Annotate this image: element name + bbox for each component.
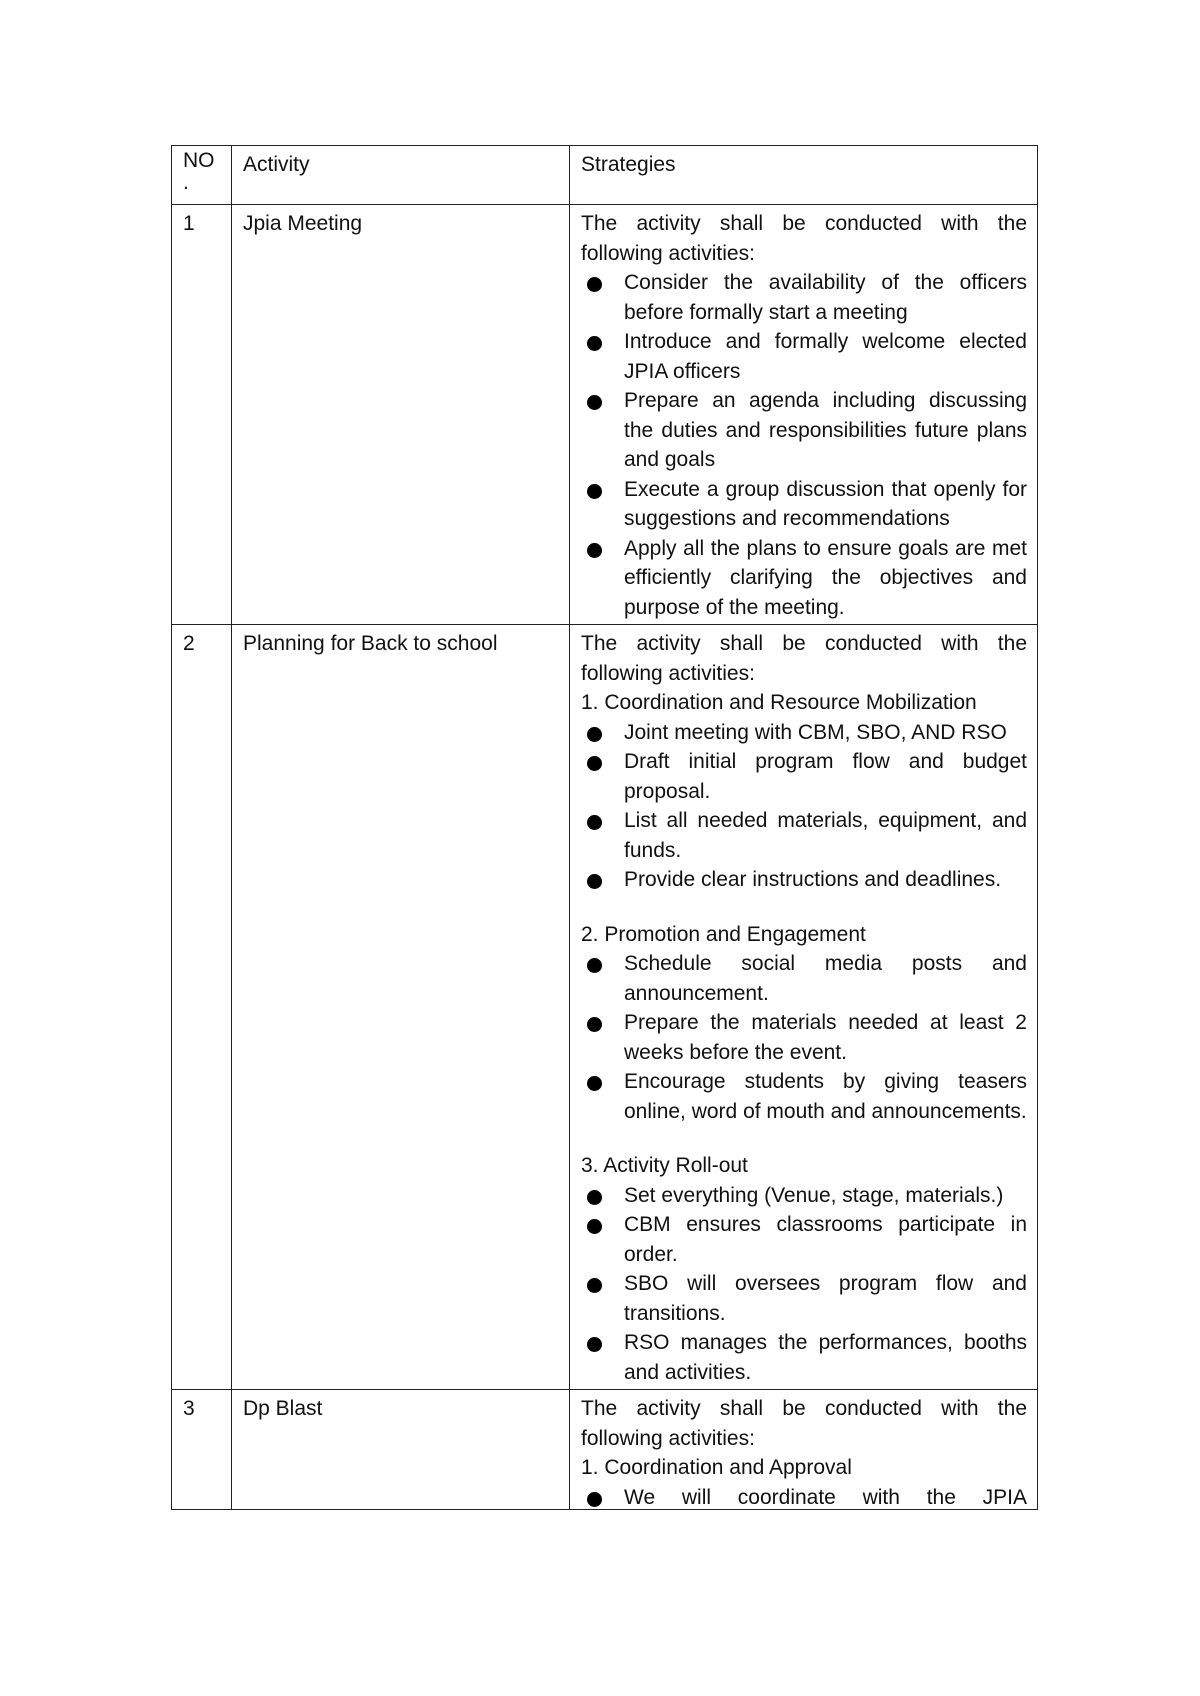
list-item: Draft initial program flow and budget proposal.	[581, 747, 1027, 806]
list-item: Prepare the materials needed at least 2 weeks before the event.	[581, 1008, 1027, 1067]
bullet-icon	[587, 815, 602, 830]
strategy-intro: The activity shall be conducted with the following activities:	[581, 632, 1027, 685]
list-item: Encourage students by giving teasers online, word of mouth and announcements.	[581, 1067, 1027, 1126]
strategy-intro: The activity shall be conducted with the following activities:	[581, 1397, 1027, 1450]
header-strategies: Strategies	[570, 146, 1038, 205]
list-item: Introduce and formally welcome elected JPIA officers	[581, 327, 1027, 386]
bullet-icon	[587, 395, 602, 410]
spacer	[581, 895, 1027, 920]
strategy-list	[581, 718, 1027, 895]
list-item: Set everything (Venue, stage, materials.)	[581, 1181, 1027, 1211]
section-heading: 2. Promotion and Engagement	[581, 922, 866, 946]
row-strategies	[570, 205, 1038, 625]
list-item: Consider the availability of the officers before formally start a meeting	[581, 268, 1027, 327]
bullet-icon	[587, 756, 602, 771]
bullet-icon	[587, 1278, 602, 1293]
row-number: 2	[172, 625, 232, 1390]
list-item: We will coordinate with the JPIA	[581, 1483, 1027, 1508]
list-item: SBO will oversees program flow and transitions.	[581, 1269, 1027, 1328]
row-number: 3	[172, 1390, 232, 1510]
list-item: Execute a group discussion that openly for suggestions and recommendations	[581, 475, 1027, 534]
bullet-icon	[587, 1337, 602, 1352]
header-no-dot: .	[183, 171, 189, 194]
bullet-icon	[587, 1219, 602, 1234]
bullet-icon	[587, 1492, 602, 1507]
strategy-list	[581, 1483, 1027, 1508]
bullet-icon	[587, 1190, 602, 1205]
row-activity: Planning for Back to school	[232, 625, 570, 1390]
section-heading: 3. Activity Roll-out	[581, 1154, 748, 1177]
row-activity: Dp Blast	[232, 1390, 570, 1510]
row-activity: Jpia Meeting	[232, 205, 570, 625]
table-row	[172, 205, 1038, 625]
strategy-list	[581, 949, 1027, 1126]
list-item: Apply all the plans to ensure goals are met efficiently clarifying the objectives and purpose of the meeting.	[581, 534, 1027, 623]
strategy-list	[581, 268, 1027, 622]
header-no-label: NO	[183, 149, 215, 172]
row-number: 1	[172, 205, 232, 625]
activity-table	[171, 145, 1038, 1510]
header-no	[172, 146, 232, 205]
table-header-row	[172, 146, 1038, 205]
section-heading: 1. Coordination and Resource Mobilization	[581, 691, 977, 714]
list-item: Prepare an agenda including discussing the duties and responsibilities future plans and goals	[581, 386, 1027, 475]
list-item: List all needed materials, equipment, and funds.	[581, 806, 1027, 865]
bullet-icon	[587, 484, 602, 499]
bullet-icon	[587, 1076, 602, 1091]
document-page	[171, 145, 1037, 1510]
spacer	[581, 1126, 1027, 1151]
bullet-icon	[587, 874, 602, 889]
strategy-intro: The activity shall be conducted with the following activities:	[581, 212, 1027, 265]
row-strategies	[570, 625, 1038, 1390]
table-row	[172, 1390, 1038, 1510]
row-strategies	[570, 1390, 1038, 1510]
list-item: Provide clear instructions and deadlines.	[581, 865, 1027, 895]
bullet-icon	[587, 336, 602, 351]
header-activity: Activity	[232, 146, 570, 205]
bullet-icon	[587, 543, 602, 558]
strategy-list	[581, 1181, 1027, 1388]
table-row	[172, 625, 1038, 1390]
list-item: Joint meeting with CBM, SBO, AND RSO	[581, 718, 1027, 748]
list-item: RSO manages the performances, booths and activities.	[581, 1328, 1027, 1387]
bullet-icon	[587, 1017, 602, 1032]
bullet-icon	[587, 277, 602, 292]
list-item: CBM ensures classrooms participate in order.	[581, 1210, 1027, 1269]
list-item: Schedule social media posts and announcement.	[581, 949, 1027, 1008]
strategy-clip	[581, 1394, 1027, 1507]
bullet-icon	[587, 958, 602, 973]
section-heading: 1. Coordination and Approval	[581, 1456, 852, 1479]
bullet-icon	[587, 727, 602, 742]
